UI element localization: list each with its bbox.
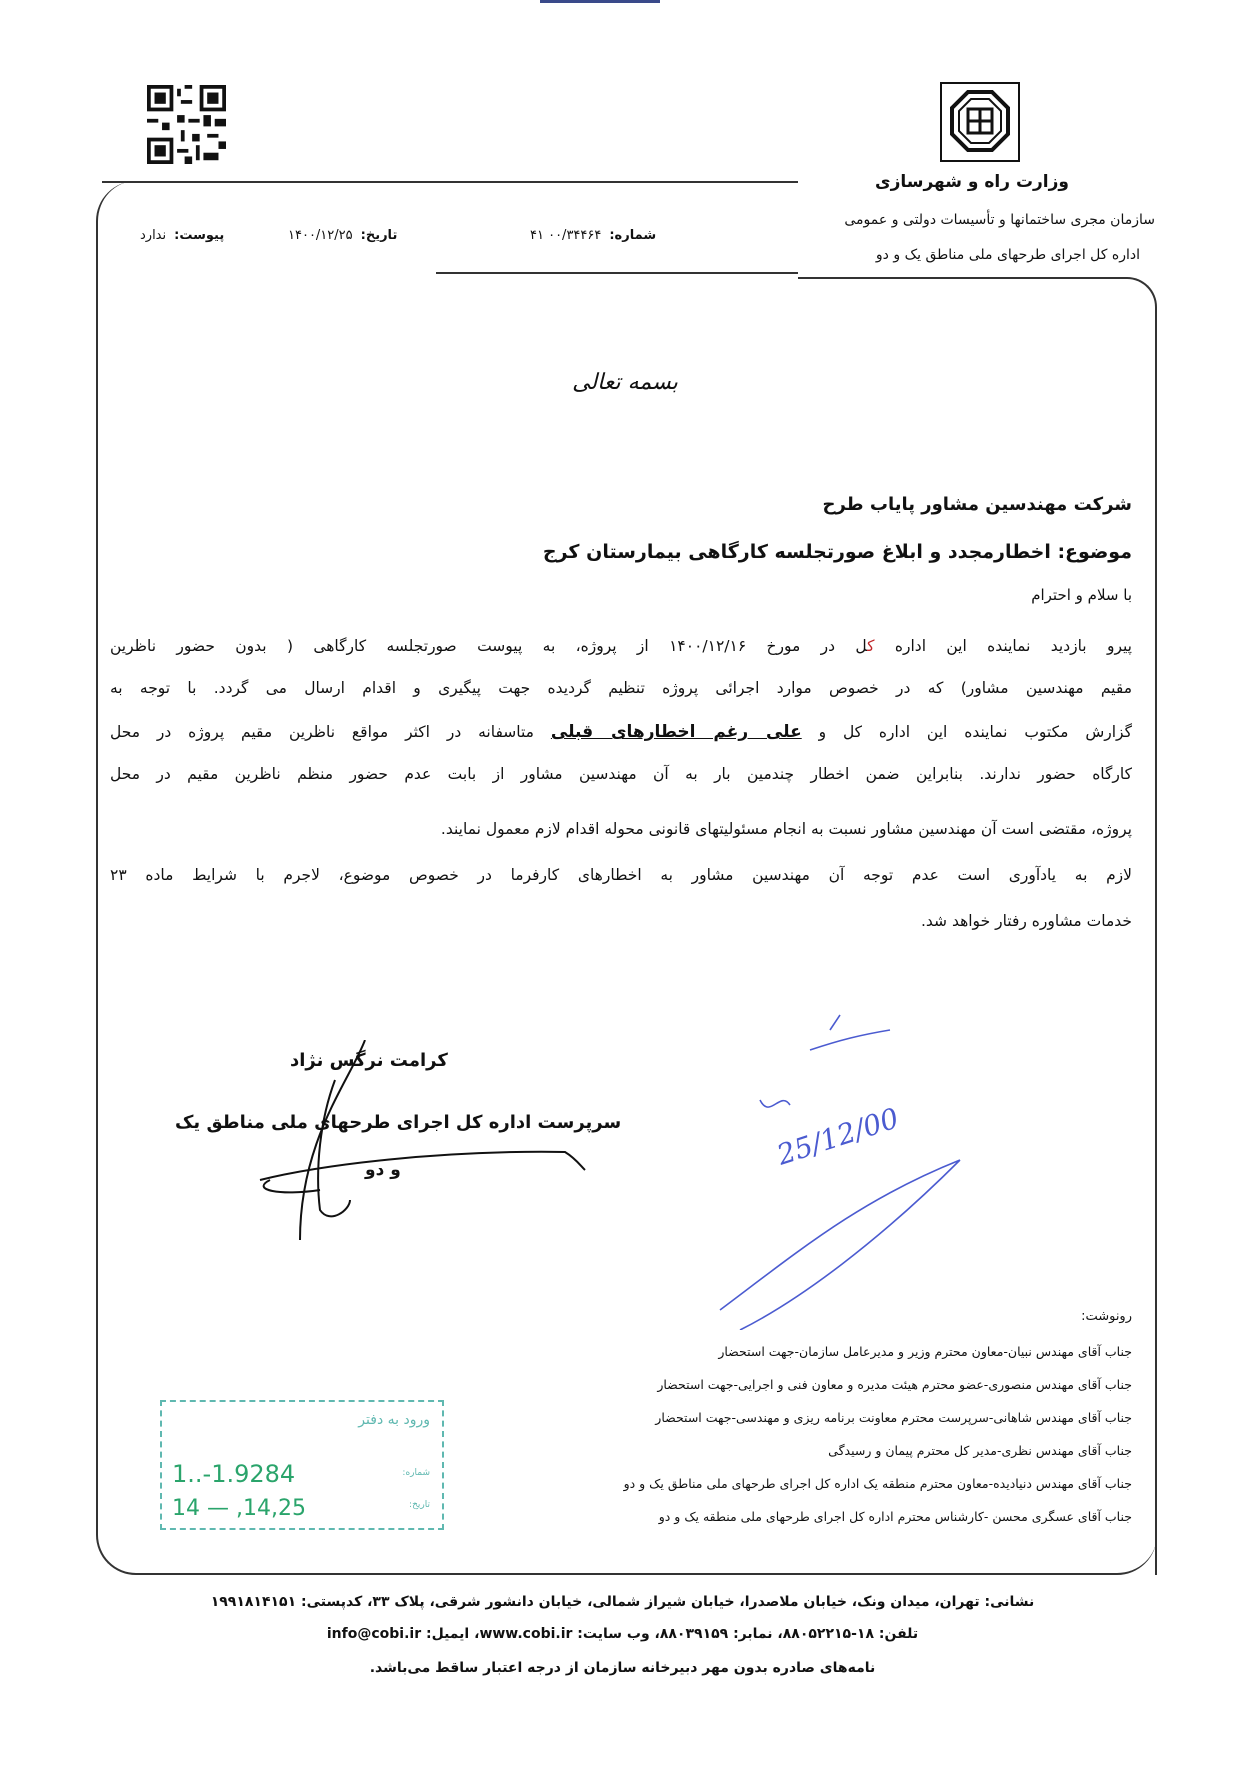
body-line: پروژه، مقتضی است آن مهندسین مشاور نسبت به انجام مسئولیتهای قانونی محوله اقدام لازم معمول نمایند. (440, 820, 1132, 838)
body-text: ل در مورخ ۱۴۰۰/۱۲/۱۶ از پروژه، به پیوست صورتجلسه کارگاهی ( بدون حضور ناظرین (110, 637, 868, 655)
cc-item: جناب آقای مهندس دنیادیده-معاون محترم منطقه یک اداره کل اجرای طرحهای ملی مناطق یک و دو (623, 1476, 1132, 1491)
body-line (110, 722, 1132, 742)
body-text: پیرو بازدید نماینده این اداره (874, 637, 1132, 655)
signatory-name: کرامت نرگس نژاد (290, 1050, 448, 1071)
scan-edge-mark (540, 0, 660, 3)
body-line: لازم به یادآوری است عدم توجه آن مهندسین مشاور به اخطارهای کارفرما در خصوص موضوع، لاجرم با شرایط ماده ۲۳ (110, 866, 1132, 884)
signatory-title-cont: و دو (365, 1160, 401, 1180)
body-text-red: ک (867, 637, 875, 655)
attachment-value: ندارد (140, 228, 167, 243)
subject: موضوع: اخطارمجدد و ابلاغ صورتجلسه کارگاهی بیمارستان کرج (542, 541, 1132, 563)
footer-contact: تلفن: ۱۸-۸۸۰۵۲۲۱۵، نمابر: ۸۸۰۳۹۱۵۹، وب سایت: www.cobi.ir، ایمیل: info@cobi.ir (326, 1626, 919, 1642)
body-line: مقیم مهندسین مشاور) که در خصوص موارد اجرائی پروژه تنظیم گردیده جهت پیگیری و اقدام ارسال می گردد. با توجه به (110, 679, 1132, 697)
letter-attachment (120, 228, 224, 243)
divider (436, 272, 798, 274)
cc-item: جناب آقای مهندس منصوری-عضو محترم هیئت مدیره و معاون فنی و اجرایی-جهت استحضار (657, 1377, 1132, 1392)
cc-item: جناب آقای مهندس نبیان-معاون محترم وزیر و مدیرعامل سازمان-جهت استحضار (718, 1344, 1132, 1359)
date-value: ۱۴۰۰/۱۲/۲۵ (288, 228, 353, 243)
cc-item: جناب آقای عسگری محسن -کارشناس محترم اداره کل اجرای طرحهای ملی منطقه یک و دو (658, 1509, 1132, 1524)
letter-number (530, 228, 656, 243)
body-line: کارگاه حضور ندارند. بنابراین ضمن اخطار چندمین بار به آن مهندسین مشاور از بابت عدم حضور منظم ناظرین مقیم در محل (110, 765, 1132, 783)
letter-date (258, 228, 397, 243)
stamp-title: ورود به دفتر (358, 1412, 430, 1428)
handwritten-signature (240, 1040, 600, 1250)
date-label: تاریخ: (360, 228, 398, 243)
divider (102, 181, 798, 183)
body-line: خدمات مشاوره رفتار خواهد شد. (920, 912, 1132, 930)
organization-name: سازمان مجری ساختمانها و تأسیسات دولتی و عمومی (844, 212, 1155, 228)
invocation: بسمه تعالی (572, 370, 678, 395)
number-value: ۴۱ ۰۰/۳۴۴۶۴ (530, 228, 602, 243)
body-line (110, 637, 1132, 655)
registry-stamp (160, 1400, 444, 1530)
stamp-date-value: 14 — ,14,25 (172, 1496, 306, 1521)
body-text: متاسفانه در اکثر مواقع ناظرین مقیم پروژه در محل (110, 723, 551, 741)
handwritten-date: 25/12/00 (772, 1101, 903, 1172)
department-name: اداره کل اجرای طرحهای ملی مناطق یک و دو (875, 247, 1140, 263)
number-label: شماره: (609, 228, 657, 243)
qr-code-icon (147, 85, 226, 164)
stamp-number-value: 1..-1.9284 (172, 1460, 296, 1488)
cc-item: جناب آقای مهندس شاهانی-سرپرست محترم معاونت برنامه ریزی و مهندسی-جهت استحضار (655, 1410, 1132, 1425)
stamp-date-label: تاریخ: (409, 1500, 430, 1510)
cc-item: جناب آقای مهندس نظری-مدیر کل محترم پیمان و رسیدگی (828, 1443, 1132, 1458)
handwritten-annotation (700, 1010, 980, 1330)
recipient: شرکت مهندسین مشاور پایاب طرح (822, 494, 1132, 515)
ministry-name: وزارت راه و شهرسازی (874, 172, 1069, 192)
emphasized-text: علی رغم اخطارهای قبلی (550, 722, 802, 742)
greeting: با سلام و احترام (1031, 586, 1132, 604)
signatory-title: سرپرست اداره کل اجرای طرحهای ملی مناطق یک (175, 1112, 622, 1133)
body-text: گزارش مکتوب نماینده این اداره کل و (801, 723, 1132, 741)
cc-heading: رونوشت: (1081, 1309, 1132, 1324)
footer-disclaimer: نامه‌های صادره بدون مهر دبیرخانه سازمان از درجه اعتبار ساقط می‌باشد. (369, 1660, 876, 1676)
attachment-label: پیوست: (174, 228, 225, 243)
ministry-logo (940, 82, 1020, 162)
stamp-number-label: شماره: (402, 1468, 430, 1478)
footer-address: نشانی: تهران، میدان ونک، خیابان ملاصدرا، خیابان شیراز شمالی، خیابان دانشور شرقی، پلاک ۳۳، کدپستی: ۱۹۹۱۸۱۴۱۵۱ (210, 1594, 1035, 1610)
